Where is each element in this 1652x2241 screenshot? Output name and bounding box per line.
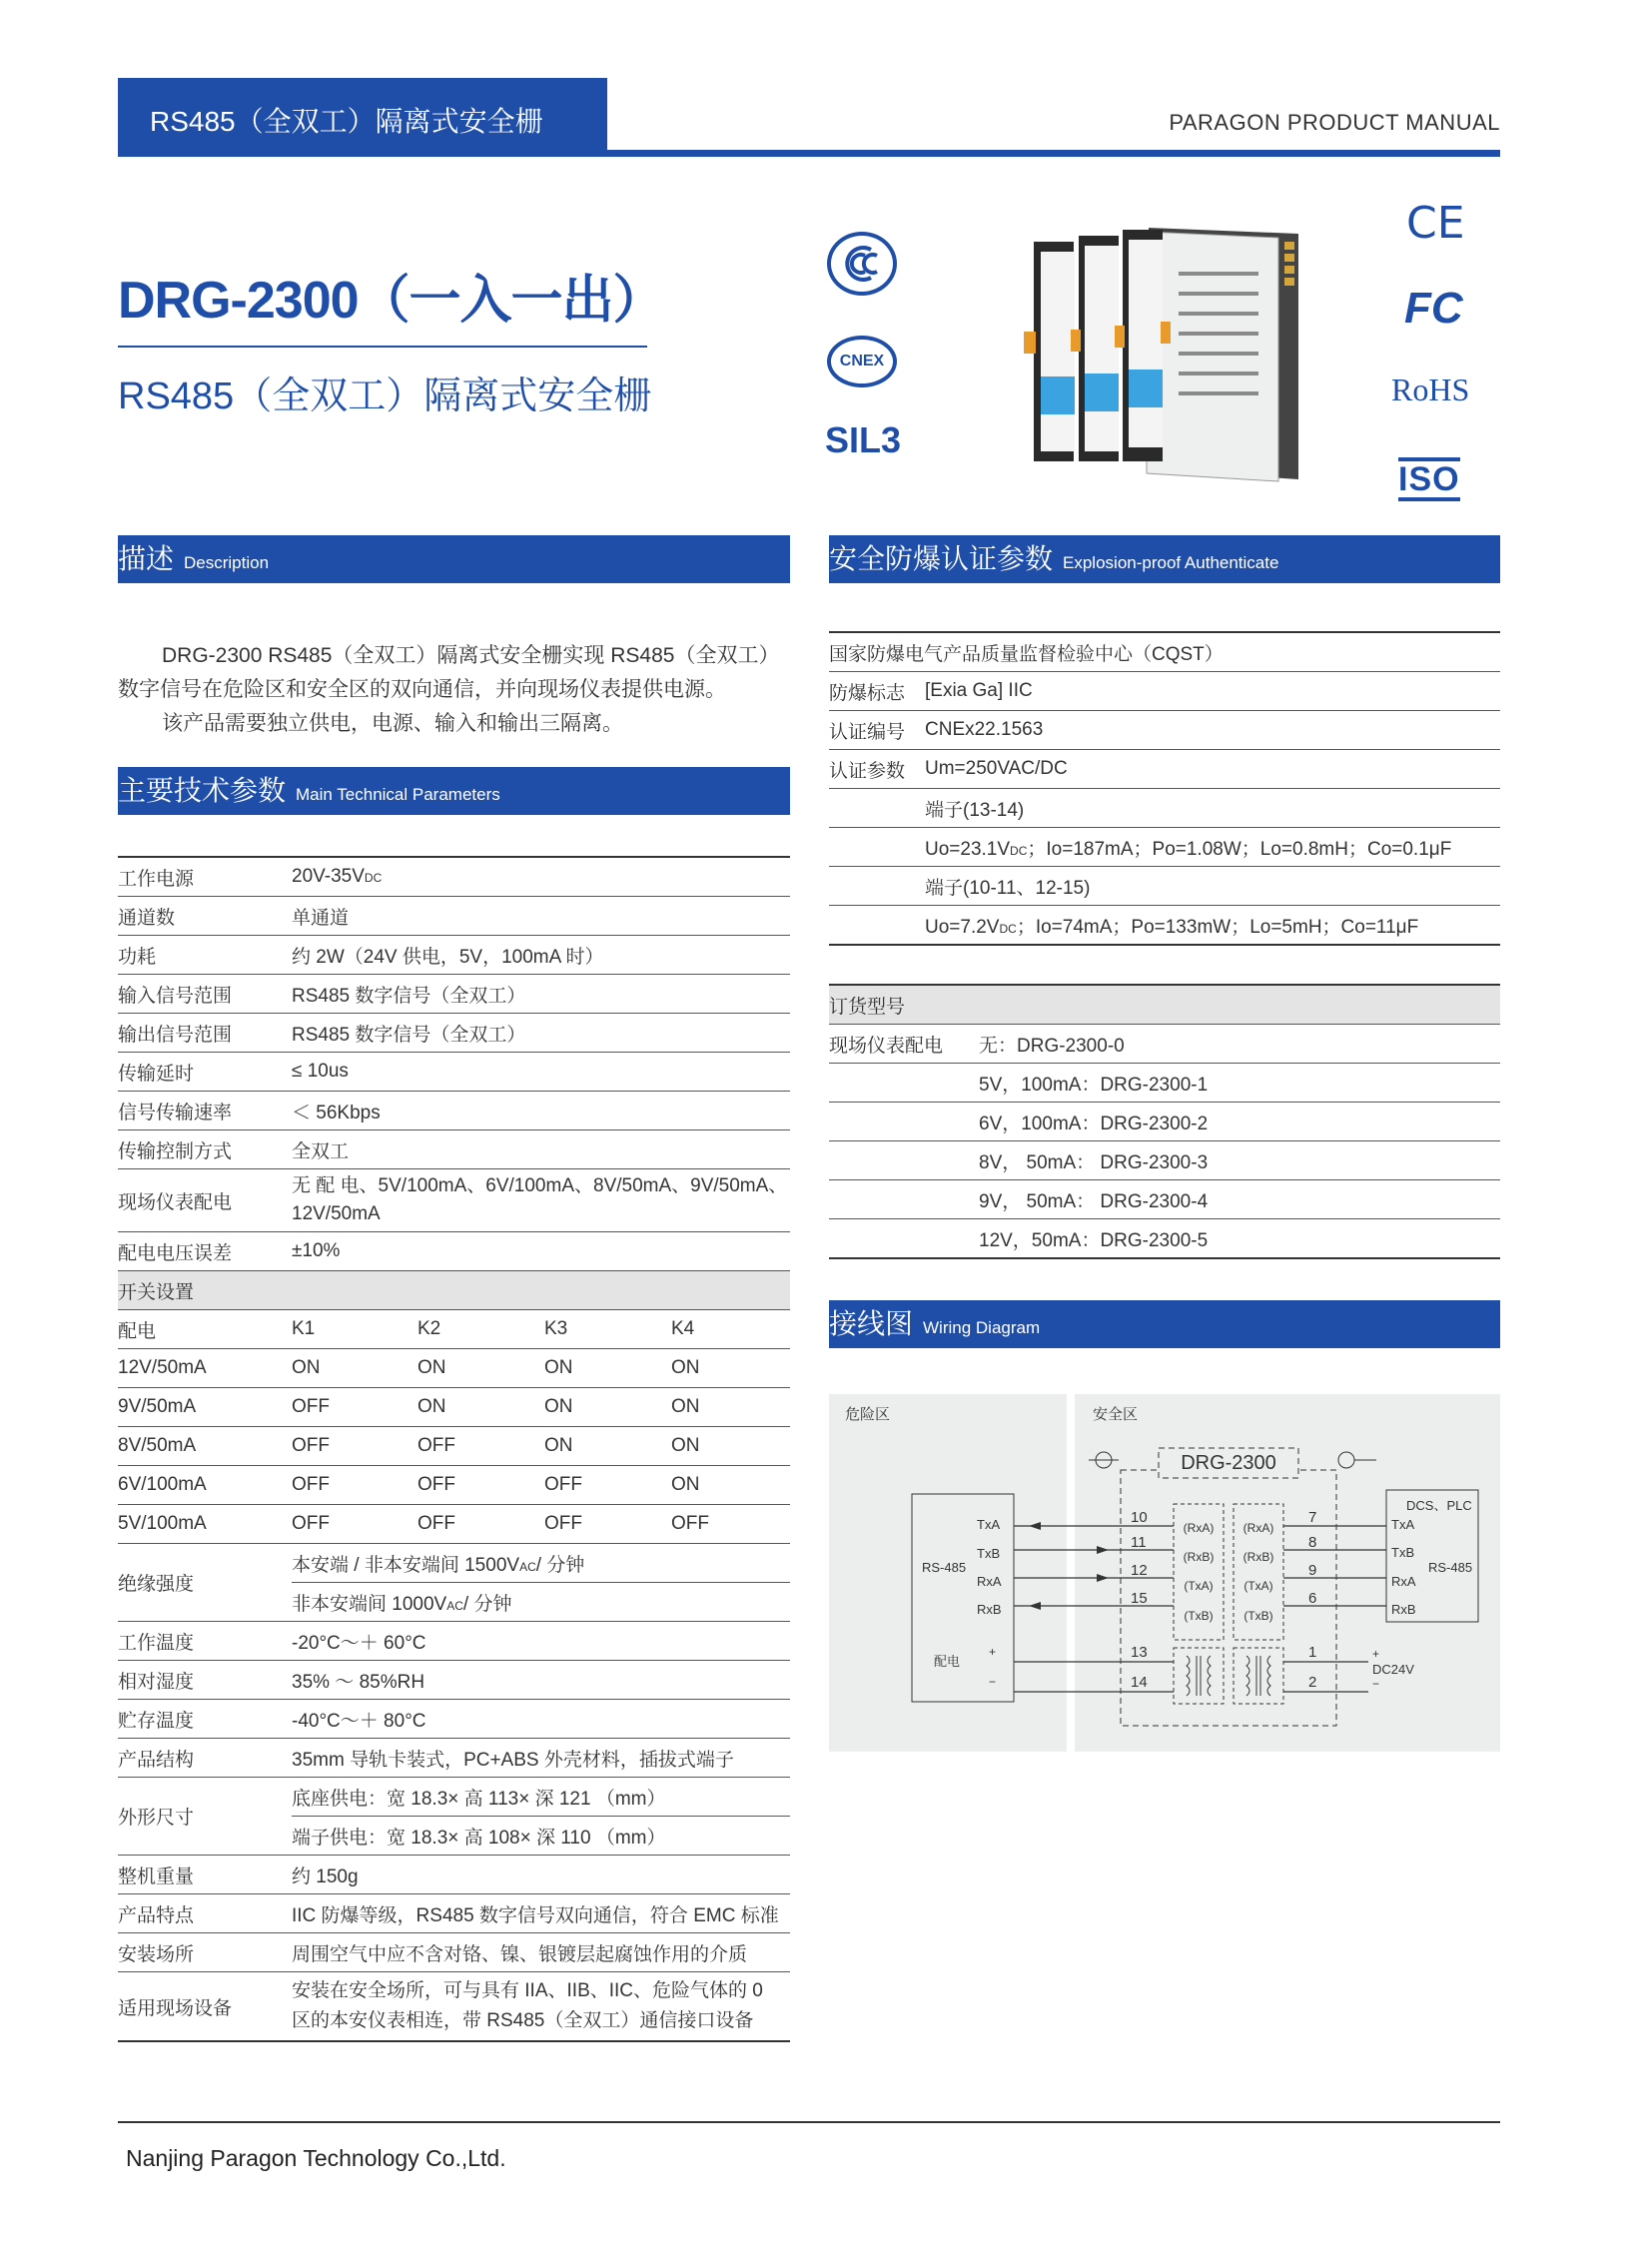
right-terminal: 8 <box>1308 1534 1317 1551</box>
switch-cell: OFF <box>417 1427 544 1466</box>
right-terminal: 2 <box>1308 1674 1317 1691</box>
param-row <box>118 1856 790 1894</box>
param-row <box>118 1053 790 1092</box>
iso-label: (TxA) <box>1184 1579 1214 1593</box>
terminal-params <box>925 906 1500 946</box>
param-row <box>118 1310 790 1349</box>
param-value <box>292 1232 790 1271</box>
param-value: -40°C～＋ 80°C <box>292 1700 790 1739</box>
param-value: 周围空气中应不含对铬、镍、银镀层起腐蚀作用的介质 <box>292 1933 790 1972</box>
param-value <box>292 1130 790 1169</box>
param-value-text: 区的本安仪表相连，带 RS485（全双工）通信接口设备 <box>292 2010 754 2031</box>
wiring-heading <box>829 1300 1500 1348</box>
right-box-label: RS-485 <box>1428 1560 1473 1575</box>
param-row <box>118 1092 790 1130</box>
param-value <box>292 1544 790 1583</box>
ccc-mark-icon <box>827 232 897 296</box>
main-params-heading-zh: 主要技术参数 <box>118 775 287 806</box>
param-subscript: DC <box>1010 843 1028 858</box>
param-value-text: 12V/50mA <box>292 1203 381 1224</box>
param-key: 信号传输速率 <box>118 1092 292 1130</box>
right-terminal: 7 <box>1308 1509 1317 1526</box>
switch-cell: 5V/100mA <box>118 1505 292 1544</box>
order-item: 5V，100mA：DRG-2300-1 <box>979 1064 1500 1103</box>
param-value-text: 安装在安全场所，可与具有 IIA、IIB、IIC、危险气体的 0 <box>292 1980 763 2001</box>
iso-label: (TxB) <box>1184 1609 1214 1623</box>
right-terminal: 1 <box>1308 1644 1317 1661</box>
switch-cell: ON <box>671 1466 790 1505</box>
param-row <box>118 1466 790 1505</box>
param-row <box>118 857 790 897</box>
rohs-mark: RoHS <box>1391 372 1470 407</box>
cert-org: 国家防爆电气产品质量监督检验中心（CQST） <box>829 632 1500 672</box>
param-key: 工作温度 <box>118 1622 292 1661</box>
right-terminal: 6 <box>1308 1590 1317 1607</box>
param-text: ；Io=74mA；Po=133mW；Lo=5mH；Co=11μF <box>1016 916 1419 938</box>
param-row <box>118 1700 790 1739</box>
left-box-label: RS-485 <box>922 1560 967 1575</box>
iso-label: (RxB) <box>1183 1550 1215 1564</box>
param-subscript: AC <box>446 1598 463 1613</box>
param-value <box>292 897 790 936</box>
param-value-text: 本安端 / 非本安端间 1500V <box>292 1554 520 1576</box>
param-key: 产品结构 <box>118 1739 292 1778</box>
switch-cell: OFF <box>671 1505 790 1544</box>
hazard-zone-label: 危险区 <box>845 1406 891 1423</box>
order-item: 无：DRG-2300-0 <box>979 1025 1500 1064</box>
param-row <box>118 897 790 936</box>
main-params-table <box>118 856 790 2042</box>
switch-header: K2 <box>417 1310 544 1349</box>
param-row <box>118 1169 790 1232</box>
switch-cell: OFF <box>417 1505 544 1544</box>
param-value: 底座供电：宽 18.3× 高 113× 深 121 （mm） <box>292 1778 790 1817</box>
param-key: 输出信号范围 <box>118 1014 292 1053</box>
param-key: 通道数 <box>118 897 292 936</box>
wiring-diagram <box>829 1394 1500 1752</box>
explosion-table <box>829 631 1500 946</box>
wiring-heading-zh: 接线图 <box>829 1308 914 1339</box>
param-key: 外形尺寸 <box>118 1778 292 1856</box>
description-line: DRG-2300 RS485（全双工）隔离式安全栅实现 RS485（全双工） <box>162 644 780 667</box>
param-value <box>292 975 790 1014</box>
left-terminal: 10 <box>1131 1509 1148 1526</box>
device-label: DRG-2300 <box>1181 1452 1276 1474</box>
switch-cell: ON <box>671 1388 790 1427</box>
left-terminal: 11 <box>1131 1534 1147 1551</box>
switch-cell: OFF <box>417 1466 544 1505</box>
param-value: IIC 防爆等级，RS485 数字信号双向通信，符合 EMC 标准 <box>292 1894 790 1933</box>
param-value-text: ±10% <box>292 1240 341 1261</box>
param-key: 配电电压误差 <box>118 1232 292 1271</box>
param-text: Uo=7.2V <box>925 916 1000 938</box>
manual-label: PARAGON PRODUCT MANUAL <box>1169 110 1500 135</box>
param-row <box>118 1130 790 1169</box>
header-rule <box>118 150 1500 157</box>
param-row <box>118 1232 790 1271</box>
switch-header: K3 <box>544 1310 671 1349</box>
left-pin: RxA <box>977 1574 1002 1589</box>
product-model: DRG-2300（一入一出） <box>118 272 664 330</box>
switch-cell: OFF <box>544 1466 671 1505</box>
right-pin: TxB <box>1391 1545 1415 1560</box>
param-row <box>118 1894 790 1933</box>
param-key: 整机重量 <box>118 1856 292 1894</box>
switch-header: 配电 <box>118 1310 292 1349</box>
ce-mark-icon: CE <box>1406 198 1465 249</box>
left-pin: RxB <box>977 1602 1002 1617</box>
param-key: 适用现场设备 <box>118 1972 292 2042</box>
param-key: 传输延时 <box>118 1053 292 1092</box>
switch-cell: ON <box>544 1388 671 1427</box>
switch-cell: OFF <box>292 1388 417 1427</box>
param-row <box>118 936 790 975</box>
description-line: 数字信号在危险区和安全区的双向通信，并向现场仪表提供电源。 <box>118 678 726 701</box>
explosion-key: 认证参数 <box>829 750 925 789</box>
description-text <box>118 639 797 741</box>
iso-label: (RxB) <box>1242 1550 1274 1564</box>
param-value <box>292 857 790 897</box>
sil3-mark: SIL3 <box>825 419 902 460</box>
product-image <box>1019 212 1318 491</box>
explosion-heading-zh: 安全防爆认证参数 <box>829 543 1054 574</box>
param-row <box>118 975 790 1014</box>
param-value-text: RS485 数字信号（全双工） <box>292 985 526 1007</box>
param-value <box>292 1972 790 2042</box>
switch-cell: 8V/50mA <box>118 1427 292 1466</box>
left-pin: TxB <box>977 1546 1001 1561</box>
param-value-text: 20V-35V <box>292 866 365 887</box>
switch-title: 开关设置 <box>118 1271 790 1310</box>
param-value <box>292 1583 790 1622</box>
cnex-mark-icon: CNEX <box>827 336 897 387</box>
order-item: 8V， 50mA： DRG-2300-3 <box>979 1141 1500 1180</box>
minus-sign: − <box>1372 1677 1380 1691</box>
title-rule <box>118 346 647 348</box>
explosion-value: [Exia Ga] IIC <box>925 672 1500 711</box>
param-value-text: 全双工 <box>292 1140 350 1162</box>
switch-cell: 6V/100mA <box>118 1466 292 1505</box>
dc24v-label: DC24V <box>1372 1662 1414 1677</box>
param-value: 约 150g <box>292 1856 790 1894</box>
iso-label: (RxA) <box>1242 1521 1274 1535</box>
param-key: 产品特点 <box>118 1894 292 1933</box>
param-value-text: 单通道 <box>292 907 350 929</box>
terminal-label: 端子(13-14) <box>925 789 1500 828</box>
param-value-text: 无 配 电、5V/100mA、6V/100mA、8V/50mA、9V/50mA、 <box>292 1175 788 1196</box>
param-value: 端子供电：宽 18.3× 高 108× 深 110 （mm） <box>292 1817 790 1856</box>
param-value-text: ＜ 56Kbps <box>292 1102 381 1123</box>
footer-rule <box>118 2121 1500 2123</box>
param-value <box>292 1053 790 1092</box>
param-key: 贮存温度 <box>118 1700 292 1739</box>
right-pin: TxA <box>1391 1517 1415 1532</box>
param-value-text: ≤ 10us <box>292 1061 349 1082</box>
param-row <box>118 1388 790 1427</box>
order-item: 12V，50mA：DRG-2300-5 <box>979 1219 1500 1259</box>
right-terminal: 9 <box>1308 1562 1317 1579</box>
param-key: 现场仪表配电 <box>118 1169 292 1232</box>
terminal-params <box>925 828 1500 867</box>
left-terminal: 15 <box>1131 1590 1148 1607</box>
param-row <box>118 1349 790 1388</box>
safe-zone-label: 安全区 <box>1093 1406 1139 1423</box>
switch-cell: ON <box>292 1349 417 1388</box>
switch-cell: OFF <box>544 1505 671 1544</box>
param-value-text: RS485 数字信号（全双工） <box>292 1024 526 1046</box>
right-pin: RxB <box>1391 1602 1416 1617</box>
switch-cell: 9V/50mA <box>118 1388 292 1427</box>
param-value <box>292 1014 790 1053</box>
product-subtitle: RS485（全双工）隔离式安全栅 <box>118 375 652 417</box>
main-params-heading-en: Main Technical Parameters <box>296 785 500 804</box>
left-terminal: 13 <box>1131 1644 1148 1661</box>
param-key: 安装场所 <box>118 1933 292 1972</box>
param-row <box>118 1544 790 1583</box>
param-value-text: 非本安端间 1000V <box>292 1593 447 1615</box>
switch-cell: ON <box>544 1349 671 1388</box>
description-heading-en: Description <box>184 553 270 572</box>
switch-header: K1 <box>292 1310 417 1349</box>
fc-mark-icon: FC <box>1404 284 1463 333</box>
param-value <box>292 1169 790 1232</box>
switch-cell: ON <box>544 1427 671 1466</box>
param-value <box>292 936 790 975</box>
explosion-heading-en: Explosion-proof Authenticate <box>1063 553 1279 572</box>
order-item: 9V， 50mA： DRG-2300-4 <box>979 1180 1500 1219</box>
order-item: 6V，100mA：DRG-2300-2 <box>979 1103 1500 1141</box>
left-terminal: 12 <box>1131 1562 1148 1579</box>
param-subscript: AC <box>519 1559 536 1574</box>
switch-cell: ON <box>671 1349 790 1388</box>
param-row <box>118 1933 790 1972</box>
iso-label: (TxA) <box>1243 1579 1273 1593</box>
explosion-key: 认证编号 <box>829 711 925 750</box>
plus-sign: + <box>989 1645 997 1659</box>
param-value-text: / 分钟 <box>535 1554 585 1576</box>
header-tab-title: RS485（全双工）隔离式安全栅 <box>150 106 543 137</box>
switch-cell: ON <box>417 1349 544 1388</box>
param-row <box>118 1661 790 1700</box>
terminal-label: 端子(10-11、12-15) <box>925 867 1500 906</box>
param-row <box>118 1972 790 2042</box>
param-row <box>118 1014 790 1053</box>
left-terminal: 14 <box>1131 1674 1148 1691</box>
minus-sign: − <box>989 1675 997 1689</box>
iso-mark-icon: ISO <box>1398 457 1460 501</box>
param-value <box>292 1092 790 1130</box>
param-key: 输入信号范围 <box>118 975 292 1014</box>
explosion-value: Um=250VAC/DC <box>925 750 1500 789</box>
param-row <box>118 1505 790 1544</box>
switch-header: K4 <box>671 1310 790 1349</box>
right-pin: RxA <box>1391 1574 1416 1589</box>
param-row <box>118 1739 790 1778</box>
switch-cell: OFF <box>292 1505 417 1544</box>
order-table <box>829 984 1500 1259</box>
param-key: 相对湿度 <box>118 1661 292 1700</box>
param-key: 传输控制方式 <box>118 1130 292 1169</box>
param-value: 35mm 导轨卡装式，PC+ABS 外壳材料，插拔式端子 <box>292 1739 790 1778</box>
iso-label: (TxB) <box>1243 1609 1273 1623</box>
iso-label: (RxA) <box>1183 1521 1215 1535</box>
param-value-text: / 分钟 <box>462 1593 512 1615</box>
param-value-text: 约 2W（24V 供电，5V，100mA 时） <box>292 946 604 968</box>
left-power-label: 配电 <box>934 1654 961 1669</box>
param-key: 工作电源 <box>118 857 292 897</box>
explosion-value: CNEx22.1563 <box>925 711 1500 750</box>
param-subscript: DC <box>999 921 1017 936</box>
wiring-heading-en: Wiring Diagram <box>923 1318 1041 1337</box>
switch-cell: 12V/50mA <box>118 1349 292 1388</box>
plus-sign: + <box>1372 1647 1380 1661</box>
param-text: Uo=23.1V <box>925 838 1011 860</box>
switch-cell: OFF <box>292 1466 417 1505</box>
explosion-key: 防爆标志 <box>829 672 925 711</box>
company-name: Nanjing Paragon Technology Co.,Ltd. <box>126 2145 506 2171</box>
description-line: 该产品需要独立供电，电源、输入和输出三隔离。 <box>162 712 623 735</box>
param-row <box>118 1622 790 1661</box>
left-pin: TxA <box>977 1517 1001 1532</box>
param-row <box>118 1427 790 1466</box>
switch-cell: ON <box>671 1427 790 1466</box>
param-row <box>118 1778 790 1817</box>
param-key: 绝缘强度 <box>118 1544 292 1622</box>
right-box-title: DCS、PLC <box>1406 1498 1472 1513</box>
order-label: 现场仪表配电 <box>829 1025 979 1064</box>
param-text: ；Io=187mA；Po=1.08W；Lo=0.8mH；Co=0.1μF <box>1027 838 1452 860</box>
param-row <box>118 1271 790 1310</box>
switch-cell: OFF <box>292 1427 417 1466</box>
description-heading-zh: 描述 <box>118 543 175 574</box>
param-key: 功耗 <box>118 936 292 975</box>
explosion-heading <box>829 535 1500 583</box>
order-title: 订货型号 <box>829 985 1500 1025</box>
param-value: 35% ～ 85%RH <box>292 1661 790 1700</box>
param-subscript: DC <box>364 871 383 885</box>
switch-cell: ON <box>417 1388 544 1427</box>
description-heading <box>118 535 790 583</box>
main-params-heading <box>118 767 790 815</box>
param-value: -20°C～＋ 60°C <box>292 1622 790 1661</box>
